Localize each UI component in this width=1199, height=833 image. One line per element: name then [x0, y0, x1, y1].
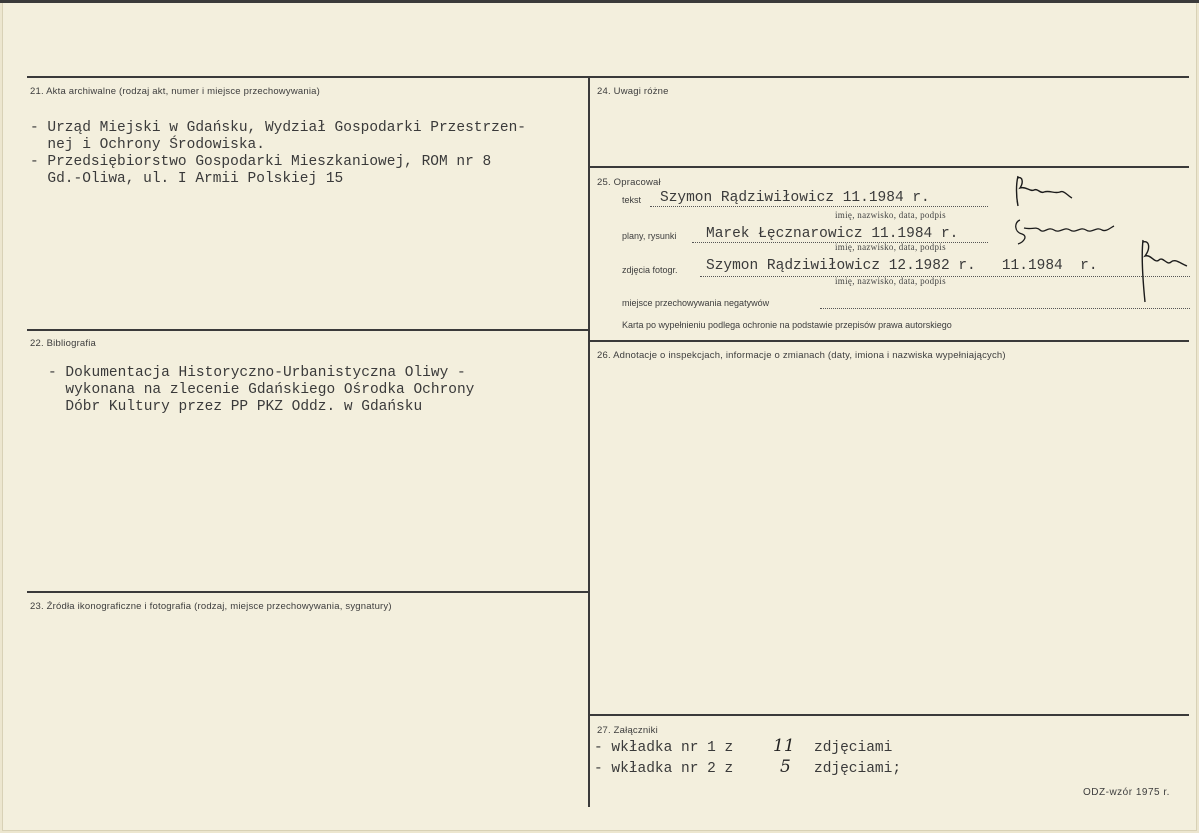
section-21-line-4: Gd.-Oliwa, ul. I Armii Polskiej 15	[30, 171, 344, 187]
section-22-label: 22. Bibliografia	[30, 338, 97, 349]
tekst-caption: imię, nazwisko, data, podpis	[835, 210, 946, 220]
attachment-2-count: 5	[780, 757, 791, 777]
form-id: ODZ-wzór 1975 r.	[1083, 787, 1170, 798]
signature-zdjecia	[1135, 234, 1195, 306]
rule-26-27	[590, 714, 1189, 716]
zdjecia-label: zdjęcia fotogr.	[622, 265, 678, 275]
signature-plany	[1010, 212, 1120, 248]
zdjecia-value: Szymon Rądziwiłowicz 12.1982 r. 11.1984 r.	[706, 258, 1098, 274]
section-21-label: 21. Akta archiwalne (rodzaj akt, numer i miejsce przechowywania)	[30, 86, 321, 97]
section-21-line-3: - Przedsiębiorstwo Gospodarki Mieszkaniowej, ROM nr 8	[30, 154, 492, 170]
plany-value: Marek Łęcznarowicz 11.1984 r.	[706, 226, 959, 242]
top-rule	[27, 76, 1189, 78]
zdjecia-caption: imię, nazwisko, data, podpis	[835, 276, 946, 286]
rule-21-22	[27, 329, 588, 331]
rule-22-23	[27, 591, 588, 593]
rule-25-26	[590, 340, 1189, 342]
copyright-notice: Karta po wypełnieniu podlega ochronie na podstawie przepisów prawa autorskiego	[622, 320, 952, 330]
plany-label: plany, rysunki	[622, 231, 677, 241]
section-21-line-2: nej i Ochrony Środowiska.	[30, 137, 265, 153]
section-23-label: 23. Źródła ikonograficzne i fotografia (rodzaj, miejsce przechowywania, sygnatury)	[30, 601, 392, 612]
attachment-1-prefix: - wkładka nr 1 z	[594, 740, 734, 756]
section-24-label: 24. Uwagi różne	[597, 86, 669, 97]
section-27-label: 27. Załączniki	[597, 725, 658, 736]
section-26-label: 26. Adnotacje o inspekcjach, informacje o zmianach (daty, imiona i nazwiska wypełniających)	[597, 350, 1006, 361]
tekst-label: tekst	[622, 195, 642, 205]
attachment-1-suffix: zdjęciami	[814, 740, 893, 756]
section-22-line-2: wykonana na zlecenie Gdańskiego Ośrodka Ochrony	[48, 382, 475, 398]
rule-24-25	[590, 166, 1189, 168]
signature-tekst	[1010, 172, 1080, 212]
negatywy-label: miejsce przechowywania negatywów	[622, 298, 770, 308]
attachment-2-suffix: zdjęciami;	[814, 761, 902, 777]
section-25-label: 25. Opracował	[597, 177, 661, 188]
section-22-line-3: Dóbr Kultury przez PP PKZ Oddz. w Gdańsku	[48, 399, 423, 415]
top-edge	[0, 0, 1199, 3]
tekst-value: Szymon Rądziwiłowicz 11.1984 r.	[660, 190, 930, 206]
plany-caption: imię, nazwisko, data, podpis	[835, 242, 946, 252]
negatywy-line	[820, 308, 1190, 309]
attachment-1-count: 11	[773, 736, 795, 756]
section-22-line-1: - Dokumentacja Historyczno-Urbanistyczna Oliwy -	[48, 365, 466, 381]
center-divider	[588, 76, 590, 807]
section-21-line-1: - Urząd Miejski w Gdańsku, Wydział Gospodarki Przestrzen-	[30, 120, 526, 136]
attachment-2-prefix: - wkładka nr 2 z	[594, 761, 734, 777]
